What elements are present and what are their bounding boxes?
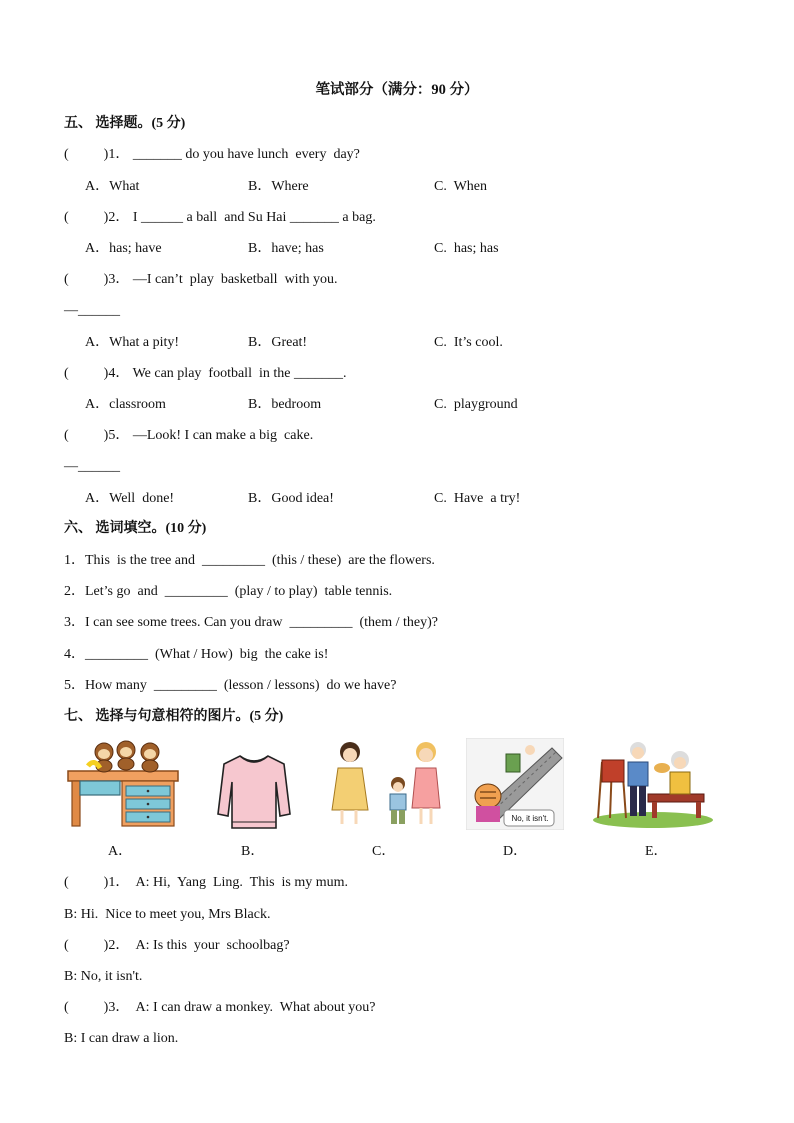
picture-label-a: A． — [108, 844, 133, 859]
q4-option-c[interactable]: C. playground — [434, 397, 518, 412]
q1-option-c[interactable]: C. When — [434, 179, 488, 194]
fill-item-1: 1．This is the tree and _________ (this / these) are the flowers. — [64, 553, 435, 568]
picture-e-painting — [592, 738, 714, 830]
q5-option-c[interactable]: C. Have a try! — [434, 491, 521, 506]
q5-stem: ( )5． —Look! I can make a big cake. — [64, 428, 314, 443]
picture-b-sweater — [216, 752, 292, 832]
q1-option-a[interactable]: A．What — [85, 179, 140, 194]
q5-option-a[interactable]: A．Well done! — [85, 491, 175, 506]
match-q1-reply: B: Hi. Nice to meet you, Mrs Black. — [64, 907, 271, 922]
match-q2-reply: B: No, it isn't. — [64, 969, 143, 984]
match-q3-stem: ( )3． A: I can draw a monkey. What about you? — [64, 1000, 376, 1015]
section5-heading: 五、 选择题。(5 分) — [64, 116, 186, 131]
q2-option-c[interactable]: C. has; has — [434, 241, 499, 256]
picture-label-b: B． — [241, 844, 265, 859]
q4-option-a[interactable]: A．classroom — [85, 397, 166, 412]
picture-a-monkeys-desk — [64, 738, 182, 830]
fill-item-2: 2．Let’s go and _________ (play / to play) table tennis. — [64, 584, 393, 599]
q2-stem: ( )2． I ______ a ball and Su Hai _______ a bag. — [64, 210, 376, 225]
q1-option-b[interactable]: B．Where — [248, 179, 309, 194]
section6-heading: 六、 选词填空。(10 分) — [64, 521, 207, 536]
picture-label-c: C． — [372, 844, 396, 859]
q5-reply: —______ — [64, 459, 120, 474]
speech-bubble-text: No, it isn't. — [511, 814, 549, 823]
q3-reply: —______ — [64, 303, 120, 318]
q1-stem: ( )1． _______ do you have lunch every day? — [64, 147, 360, 162]
picture-d-tiger-escalator — [466, 738, 564, 830]
q2-option-b[interactable]: B．have; has — [248, 241, 324, 256]
match-q2-stem: ( )2． A: Is this your schoolbag? — [64, 938, 290, 953]
fill-item-5: 5．How many _________ (lesson / lessons) do we have? — [64, 678, 397, 693]
q4-stem: ( )4． We can play football in the _______. — [64, 366, 347, 381]
picture-c-family — [326, 738, 444, 830]
q4-option-b[interactable]: B．bedroom — [248, 397, 322, 412]
q3-option-c[interactable]: C. It’s cool. — [434, 335, 503, 350]
fill-item-3: 3．I can see some trees. Can you draw _________ (them / they)? — [64, 615, 439, 630]
match-q1-stem: ( )1． A: Hi, Yang Ling. This is my mum. — [64, 875, 349, 890]
fill-item-4: 4．_________ (What / How) big the cake is! — [64, 647, 329, 662]
q3-option-a[interactable]: A．What a pity! — [85, 335, 180, 350]
page-title: 笔试部分（满分：90 分） — [315, 82, 479, 98]
q3-option-b[interactable]: B．Great! — [248, 335, 308, 350]
picture-label-e: E． — [645, 844, 668, 859]
picture-label-d: D． — [503, 844, 528, 859]
q3-stem: ( )3． —I can’t play basketball with you. — [64, 272, 338, 287]
q2-option-a[interactable]: A．has; have — [85, 241, 162, 256]
match-q3-reply: B: I can draw a lion. — [64, 1031, 179, 1046]
q5-option-b[interactable]: B．Good idea! — [248, 491, 334, 506]
section7-heading: 七、 选择与句意相符的图片。(5 分) — [64, 709, 284, 724]
